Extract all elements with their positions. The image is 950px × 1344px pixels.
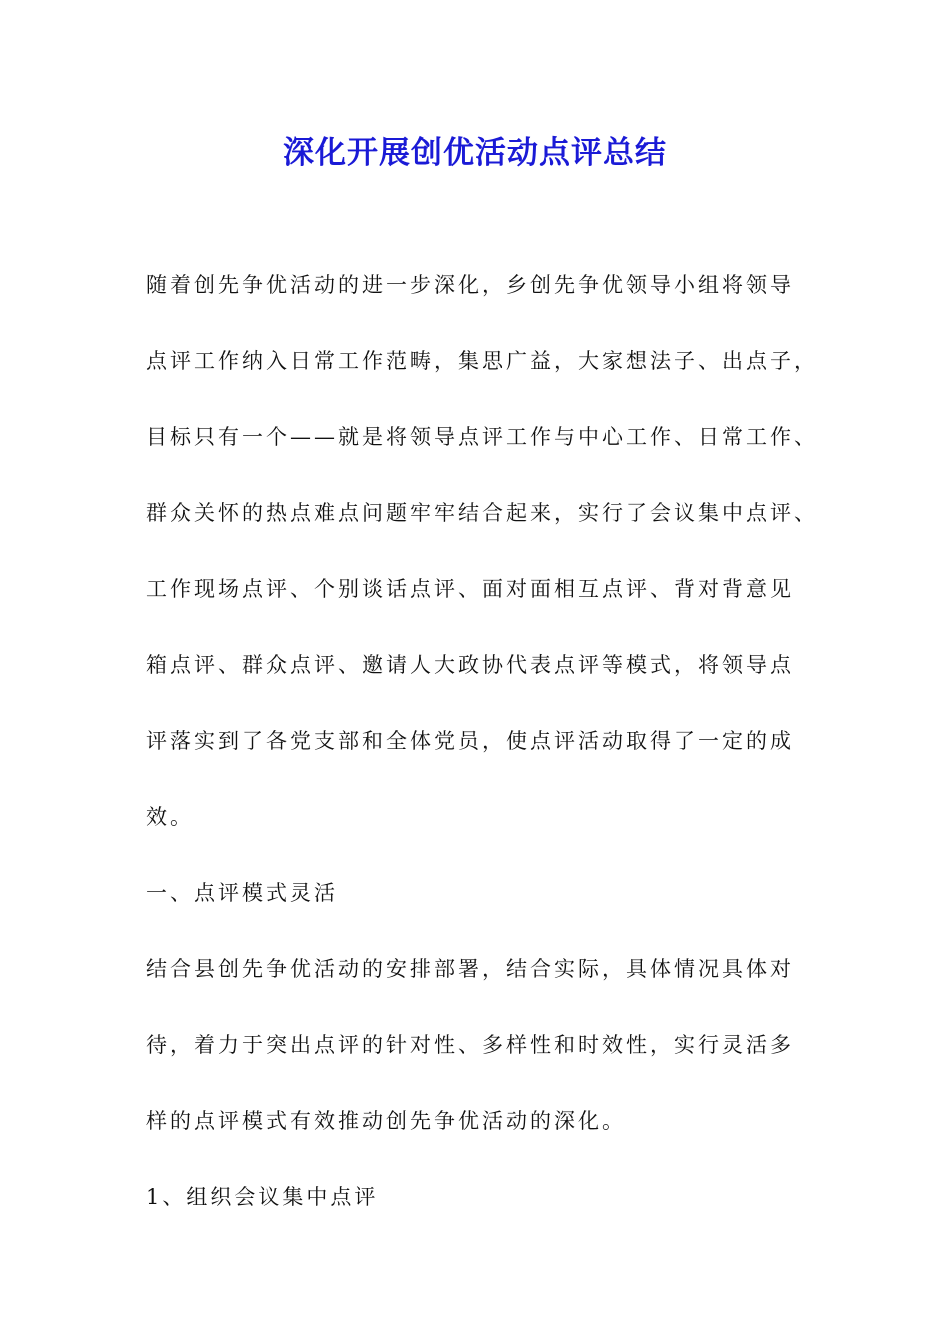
text-line: 点评工作纳入日常工作范畴，集思广益，大家想法子、出点子，	[146, 349, 818, 373]
subsection-heading	[146, 1174, 822, 1250]
heading-line: 1、组织会议集中点评	[146, 1185, 379, 1209]
text-line: 待，着力于突出点评的针对性、多样性和时效性，实行灵活多	[146, 1033, 794, 1057]
text-line: 群众关怀的热点难点问题牢牢结合起来，实行了会议集中点评、	[146, 501, 818, 525]
text-line: 评落实到了各党支部和全体党员，使点评活动取得了一定的成	[146, 729, 794, 753]
paragraph-section-one	[146, 946, 822, 1174]
text-line: 样的点评模式有效推动创先争优活动的深化。	[146, 1109, 626, 1133]
text-line: 工作现场点评、个别谈话点评、面对面相互点评、背对背意见	[146, 577, 794, 601]
text-line: 目标只有一个——就是将领导点评工作与中心工作、日常工作、	[146, 425, 818, 449]
document-body	[146, 262, 822, 1250]
heading-line: 一、点评模式灵活	[146, 881, 338, 905]
text-line: 效。	[146, 805, 194, 829]
text-line: 箱点评、群众点评、邀请人大政协代表点评等模式，将领导点	[146, 653, 794, 677]
document-title: 深化开展创优活动点评总结	[283, 135, 667, 171]
text-line: 随着创先争优活动的进一步深化，乡创先争优领导小组将领导	[146, 273, 794, 297]
section-heading	[146, 870, 822, 946]
paragraph-intro	[146, 262, 822, 870]
text-line: 结合县创先争优活动的安排部署，结合实际，具体情况具体对	[146, 957, 794, 981]
